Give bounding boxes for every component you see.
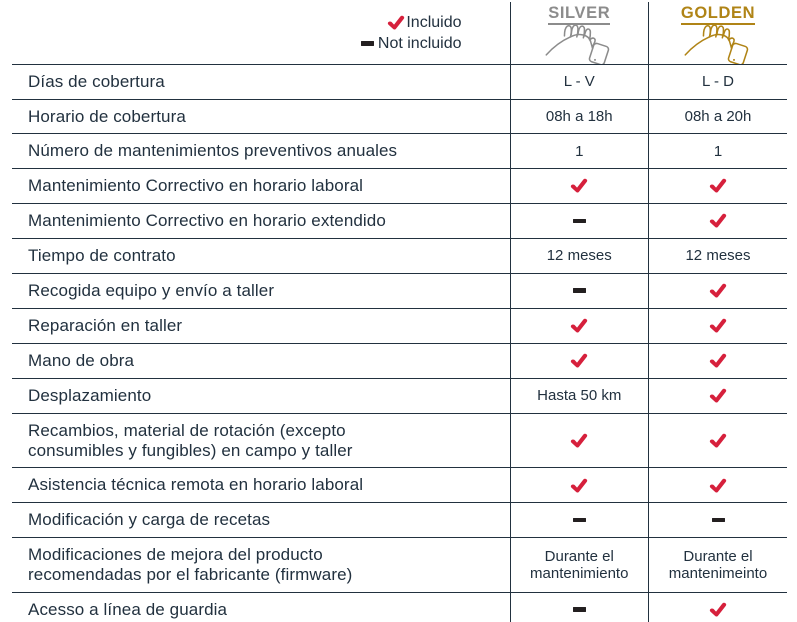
dash-icon <box>712 518 725 523</box>
cell-golden <box>649 378 788 413</box>
cell-silver <box>510 538 649 592</box>
table-row <box>12 204 787 239</box>
cell-silver <box>510 169 649 204</box>
row-label-cell <box>12 308 510 343</box>
cell-golden <box>649 273 788 308</box>
table-row <box>12 343 787 378</box>
cell-silver <box>510 273 649 308</box>
table-row <box>12 468 787 503</box>
cell-value-golden: 12 meses <box>685 247 751 265</box>
cell-value-silver <box>511 503 649 537</box>
cell-golden <box>649 503 788 538</box>
cell-value-silver: 12 meses <box>546 247 612 265</box>
row-label: Recogida equipo y envío a taller <box>28 281 275 301</box>
cell-value-golden: L - D <box>702 73 734 91</box>
legend-not-included <box>360 35 462 53</box>
row-label-cell <box>12 204 510 239</box>
plan-name-silver: SILVER <box>548 4 610 25</box>
cell-value-golden <box>649 424 787 458</box>
check-icon <box>709 602 727 617</box>
table-row <box>12 308 787 343</box>
cell-value-silver <box>511 169 649 203</box>
check-icon <box>709 433 727 448</box>
plan-comparison-table <box>12 2 787 622</box>
row-label: Mantenimiento Correctivo en horario extendido <box>28 211 386 231</box>
cell-value-silver: L - V <box>563 73 595 91</box>
legend-cell <box>12 2 510 65</box>
dash-icon <box>361 41 374 46</box>
table-header-row <box>12 2 787 65</box>
cell-silver <box>510 65 649 100</box>
cell-silver <box>510 134 649 169</box>
table-row <box>12 134 787 169</box>
check-icon <box>387 15 405 30</box>
dash-icon <box>573 288 586 293</box>
table-row <box>12 99 787 134</box>
check-icon <box>570 433 588 448</box>
row-label-cell <box>12 413 510 467</box>
cell-value-golden <box>649 204 787 238</box>
gloved-hand-icon <box>672 24 764 64</box>
row-label: Reparación en taller <box>28 316 183 336</box>
cell-golden <box>649 538 788 592</box>
plan-header-golden[interactable] <box>649 2 788 65</box>
cell-value-golden <box>649 169 787 203</box>
table-row <box>12 273 787 308</box>
check-icon <box>709 353 727 368</box>
cell-golden <box>649 169 788 204</box>
cell-value-silver <box>511 309 649 343</box>
row-label: Días de cobertura <box>28 72 165 91</box>
cell-silver <box>510 99 649 134</box>
cell-golden <box>649 65 788 100</box>
cell-value-silver <box>511 468 649 502</box>
cell-value-silver: 08h a 18h <box>545 107 613 125</box>
cell-value-golden: Durante el mantenimeinto <box>668 547 768 583</box>
legend-included <box>388 14 461 32</box>
cell-value-silver: Durante el mantenimiento <box>530 547 629 583</box>
cell-value-golden <box>649 379 787 413</box>
row-label-cell <box>12 65 510 100</box>
row-label-cell <box>12 239 510 274</box>
row-label: Modificación y carga de recetas <box>28 510 271 530</box>
table-row <box>12 169 787 204</box>
check-icon <box>709 388 727 403</box>
cell-value-golden: 1 <box>713 142 723 160</box>
cell-value-golden <box>649 274 787 308</box>
check-icon <box>709 283 727 298</box>
cell-silver <box>510 378 649 413</box>
check-icon <box>709 213 727 228</box>
table-row <box>12 239 787 274</box>
cell-value-silver <box>511 424 649 458</box>
cell-value-silver <box>511 204 649 238</box>
row-label: Acesso a línea de guardia <box>28 599 228 619</box>
plan-header-silver[interactable] <box>510 2 649 65</box>
cell-value-golden <box>649 468 787 502</box>
row-label-cell <box>12 592 510 622</box>
row-label-cell <box>12 169 510 204</box>
dash-icon <box>573 219 586 224</box>
plan-name-golden: GOLDEN <box>681 4 755 25</box>
cell-silver <box>510 503 649 538</box>
table-row <box>12 503 787 538</box>
cell-value-silver <box>511 344 649 378</box>
table-row <box>12 592 787 622</box>
row-label-cell <box>12 503 510 538</box>
check-icon <box>570 353 588 368</box>
row-label: Número de mantenimientos preventivos anuales <box>28 141 398 161</box>
gloved-hand-icon <box>533 24 625 64</box>
dash-icon <box>573 518 586 523</box>
cell-value-golden <box>649 593 787 622</box>
cell-golden <box>649 308 788 343</box>
row-label: Desplazamiento <box>28 386 152 406</box>
table-body <box>12 2 787 622</box>
row-label-cell <box>12 468 510 503</box>
legend <box>12 2 510 64</box>
row-label-cell <box>12 378 510 413</box>
table-row <box>12 65 787 100</box>
cell-silver <box>510 308 649 343</box>
cell-silver <box>510 592 649 622</box>
check-icon <box>709 478 727 493</box>
cell-value-golden <box>649 309 787 343</box>
cell-value-silver <box>511 593 649 622</box>
cell-silver <box>510 468 649 503</box>
table-row <box>12 378 787 413</box>
check-icon <box>570 318 588 333</box>
table-row <box>12 413 787 467</box>
row-label: Mano de obra <box>28 351 135 371</box>
cell-golden <box>649 413 788 467</box>
cell-golden <box>649 343 788 378</box>
cell-silver <box>510 413 649 467</box>
table-row <box>12 538 787 592</box>
cell-value-silver: Hasta 50 km <box>537 387 622 405</box>
row-label: Asistencia técnica remota en horario laboral <box>28 475 364 495</box>
row-label: Modificaciones de mejora del producto recomendadas por el fabricante (firmware) <box>28 545 353 585</box>
cell-silver <box>510 239 649 274</box>
cell-golden <box>649 239 788 274</box>
cell-golden <box>649 99 788 134</box>
cell-value-golden: 08h a 20h <box>684 107 752 125</box>
row-label-cell <box>12 99 510 134</box>
legend-included-label: Incluido <box>406 13 462 31</box>
cell-value-golden <box>649 503 787 537</box>
legend-not-included-label: Not incluido <box>377 34 462 52</box>
cell-silver <box>510 343 649 378</box>
check-icon <box>709 318 727 333</box>
dash-icon <box>573 607 586 612</box>
cell-golden <box>649 134 788 169</box>
cell-golden <box>649 204 788 239</box>
check-icon <box>570 178 588 193</box>
cell-value-silver: 1 <box>575 142 584 160</box>
row-label: Recambios, material de rotación (excepto consumibles y fungibles) en campo y taller <box>28 420 353 460</box>
row-label: Mantenimiento Correctivo en horario laboral <box>28 176 364 196</box>
row-label-cell <box>12 273 510 308</box>
cell-golden <box>649 468 788 503</box>
check-icon <box>709 178 727 193</box>
row-label: Tiempo de contrato <box>28 246 176 266</box>
row-label-cell <box>12 538 510 592</box>
check-icon <box>570 478 588 493</box>
cell-golden <box>649 592 788 622</box>
row-label: Horario de cobertura <box>28 106 186 126</box>
cell-value-silver <box>511 274 649 308</box>
cell-silver <box>510 204 649 239</box>
cell-value-golden <box>649 344 787 378</box>
row-label-cell <box>12 343 510 378</box>
row-label-cell <box>12 134 510 169</box>
